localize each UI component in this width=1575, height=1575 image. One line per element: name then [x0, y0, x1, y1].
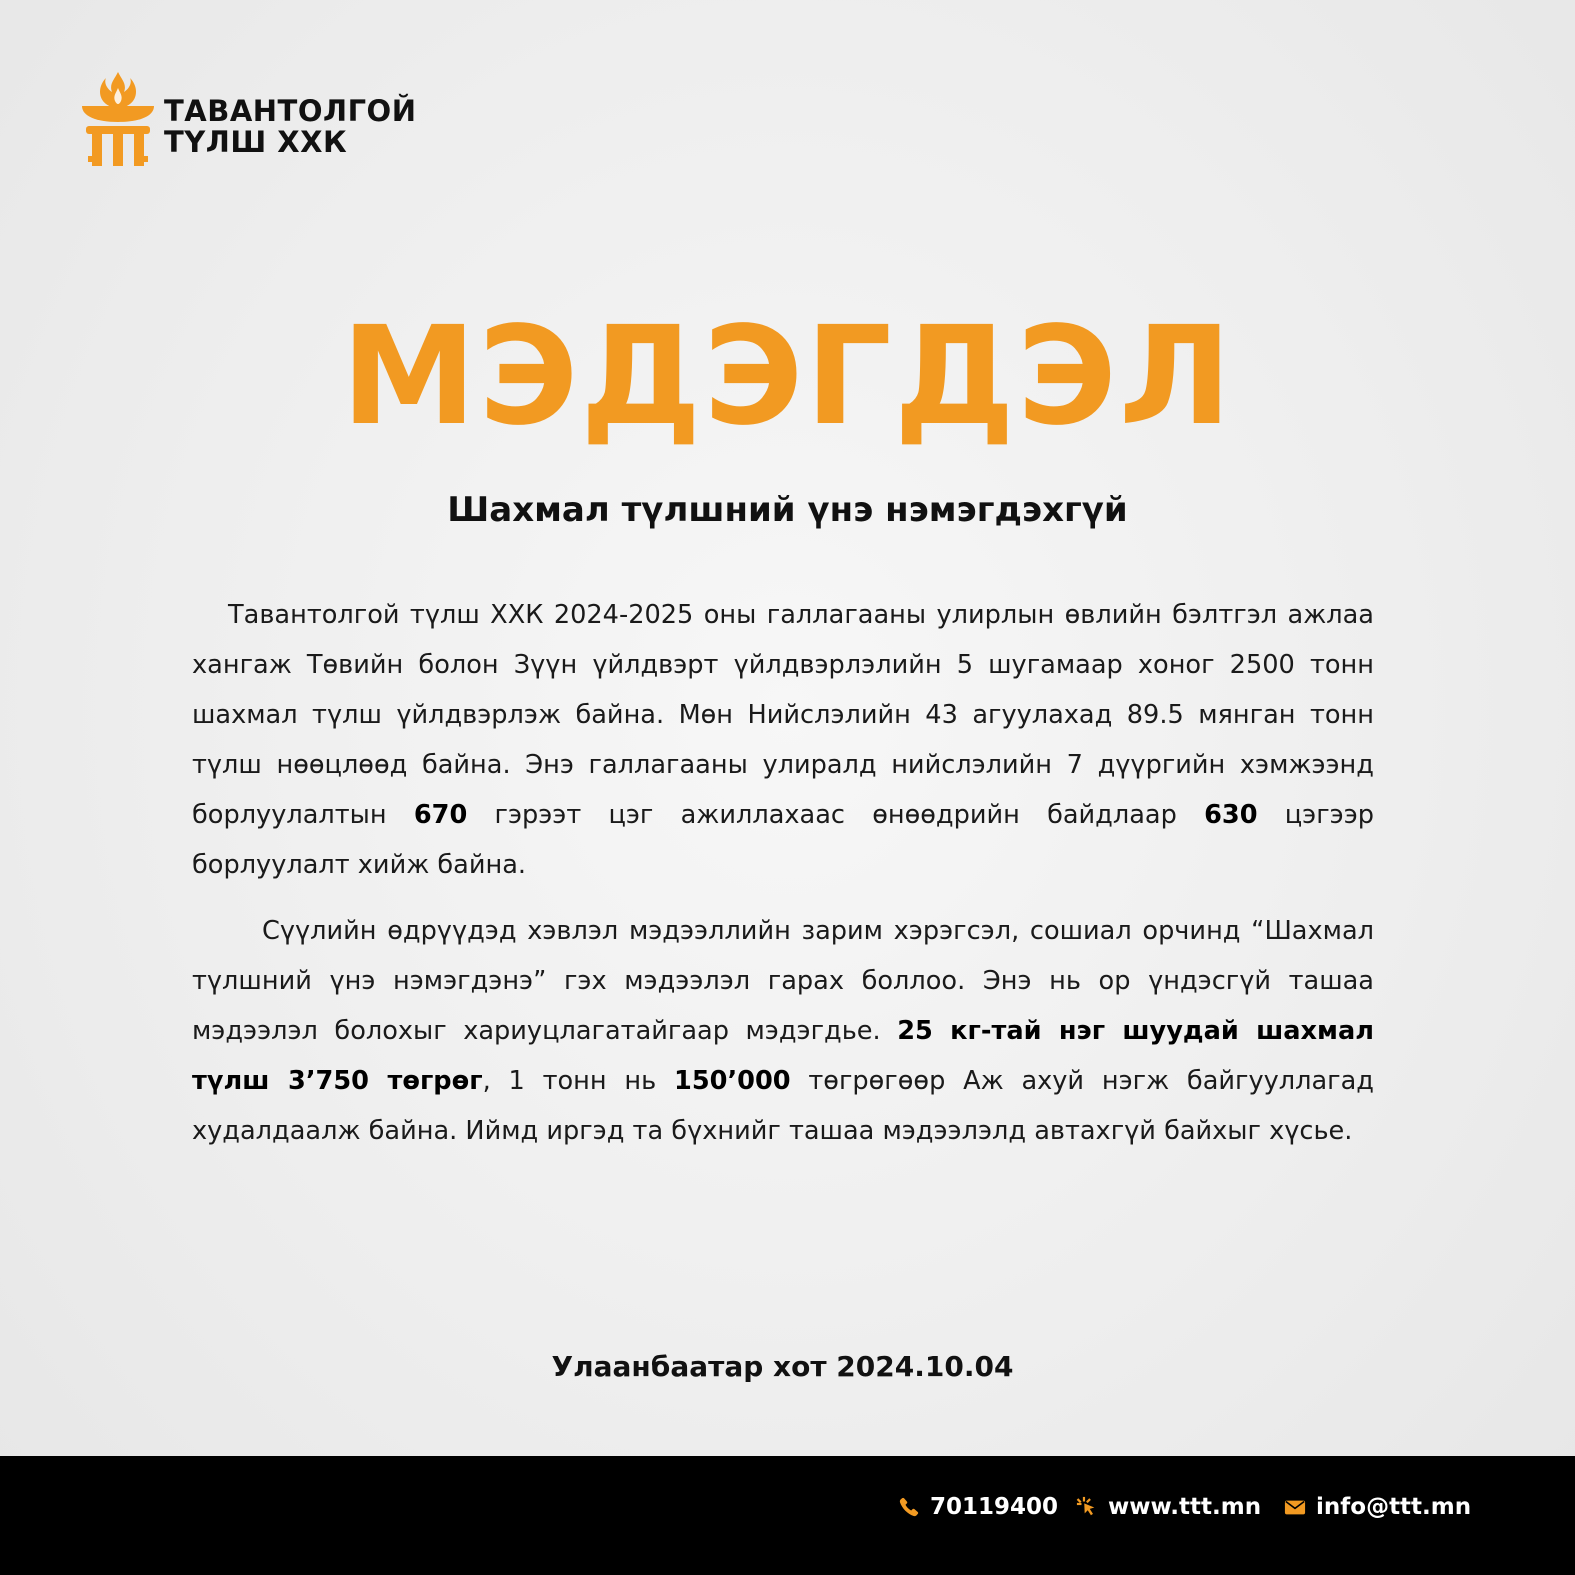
page-subtitle: Шахмал түлшний үнэ нэмэгдэхгүй	[447, 490, 1128, 530]
flame-torch-logo-icon	[80, 70, 156, 170]
p1-bold-1: 670	[413, 800, 468, 830]
envelope-icon	[1284, 1495, 1306, 1519]
phone-contact[interactable]	[898, 1492, 1058, 1522]
email-contact[interactable]	[1284, 1492, 1471, 1522]
p1-text-2: гэрээт цэг ажиллахаас өнөөдрийн байдлаар	[467, 800, 1205, 830]
place-date-signoff: Улаанбаатар хот 2024.10.04	[551, 1350, 1014, 1383]
company-name-line2: ТҮЛШ ХХК	[164, 125, 348, 159]
p1-text-3: цэгээр борлуулалт хийж байна.	[192, 800, 1374, 880]
p2-text-3: төгрөгөөр Аж ахуй нэгж байгууллагад худалдаалж байна. Иймд иргэд та бүхнийг ташаа мэдээлэлд автахгүй байхыг хүсье.	[192, 1066, 1374, 1146]
paragraph-2	[192, 906, 1374, 1156]
announcement-body	[192, 590, 1374, 1156]
p2-text-2: , 1 тонн нь	[482, 1066, 675, 1096]
contact-footer	[0, 1456, 1575, 1575]
company-logo	[80, 70, 420, 170]
email-address: info@ttt.mn	[1316, 1494, 1472, 1520]
p1-text-1: Тавантолгой түлш ХХК 2024-2025 оны галлагааны улирлын өвлийн бэлтгэл ажлаа хангаж Төвийн болон Зүүн үйлдвэрт үйлдвэрлэлийн 5 шугамаар хоног 2500 тонн шахмал түлш үйлдвэрлэж байна. Мөн Нийслэлийн 43 агуулахад 89.5 мянган тонн түлш нөөцлөөд байна. Энэ галлагааны улиралд нийслэлийн 7 дүүргийн хэмжээнд борлуулалтын	[192, 600, 1374, 830]
website-contact[interactable]	[1076, 1492, 1261, 1522]
p2-bold-1: 25 кг-тай нэг шуудай шахмал түлш 3’750 төгрөг	[192, 1016, 1374, 1096]
p2-text-1: Сүүлийн өдрүүдэд хэвлэл мэдээллийн зарим хэрэгсэл, сошиал орчинд “Шахмал түлшний үнэ нэмэгдэнэ” гэх мэдээлэл гарах боллоо. Энэ нь ор үндэсгүй ташаа мэдээлэл болохыг хариуцлагатайгаар мэдэгдье.	[192, 916, 1374, 1046]
page-title: МЭДЭГДЭЛ	[341, 298, 1234, 456]
company-name-line1: ТАВАНТОЛГОЙ	[164, 94, 417, 128]
paragraph-1	[192, 590, 1374, 890]
phone-number: 70119400	[930, 1494, 1059, 1520]
cursor-click-icon	[1076, 1495, 1098, 1519]
p2-bold-2: 150’000	[674, 1066, 791, 1096]
p1-bold-2: 630	[1204, 800, 1258, 830]
company-name	[164, 96, 416, 158]
phone-icon	[898, 1495, 920, 1519]
website-url: www.ttt.mn	[1108, 1494, 1262, 1520]
